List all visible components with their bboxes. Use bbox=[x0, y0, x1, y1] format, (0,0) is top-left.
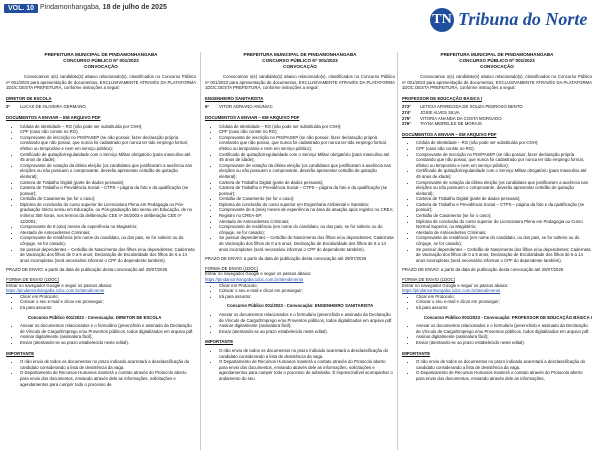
location-date bbox=[40, 4, 167, 11]
newspaper-header bbox=[0, 0, 600, 42]
step-item: • Irá para assunto: bbox=[219, 294, 395, 300]
step-item: • Enviar (atentando-se ao prazo estabelecido neste edital). bbox=[20, 340, 196, 346]
candidate-rank: 2º bbox=[6, 104, 10, 110]
form-intro: Entrar no navegador Google e seguir os passos abaixo: bbox=[205, 271, 312, 277]
document-item: • Comprovante de inscrição no PIS/PASEP (se não possuir, fazer declaração própria constando que não possui, que nunca foi cadastrado por nunca ter tido emprego formal, efetivo ou temporário e nem em serviço público); bbox=[219, 135, 395, 152]
documents-heading: DOCUMENTOS A ENVIAR – EM ARQUIVO PDF bbox=[402, 131, 497, 137]
candidate-list bbox=[205, 104, 395, 110]
logo-text: Tribuna do Norte bbox=[458, 9, 588, 29]
steps-list-2 bbox=[205, 312, 395, 334]
form-intro: Entrar no navegador Google e seguir os passos abaixo: bbox=[402, 282, 509, 288]
document-item: • Diploma de conclusão do curso superior de Licenciatura Plena em Pedagogia ou Curso Normal Superior, ou Magistério; bbox=[416, 219, 592, 230]
deadline-text: PRAZO DE ENVIO: a partir da data de publicação desta convocação até 29/07/2025 bbox=[205, 256, 367, 262]
document-item: • Diploma de conclusão do curso superior em Engenharia Ambiental e Sanitária; bbox=[219, 202, 395, 208]
logo-emblem-icon: TN bbox=[430, 8, 454, 32]
step-item: • Colocar o seu e-mail e clicar em prosseguir; bbox=[219, 288, 395, 294]
step-item: • Colocar o seu e-mail e clicar em prosseguir; bbox=[20, 299, 196, 305]
column-divider bbox=[397, 52, 398, 450]
steps-list bbox=[205, 283, 395, 300]
candidate-name: TAYNA MEIRELES DE MORAIS bbox=[420, 121, 482, 127]
candidate-name: VITORIA ANANDA DA COSTA MORGADO bbox=[420, 115, 502, 121]
assunto-text: Concurso Público 001/2023 - Convocação: PROFESSOR DE EDUCAÇÃO BÁSICA I bbox=[424, 314, 592, 320]
candidate-name: JOSIE ALVES SILVA bbox=[420, 109, 460, 115]
candidate-rank: 273º bbox=[402, 104, 411, 110]
important-list bbox=[402, 359, 592, 381]
step-item: • Anexar os documentos relacionados e o formulário (preenchido e assinado da Declaração de Vínculo de Cargo/Emprego e/ou Proventos públicos, todos digitalizados em arquivo pdf. bbox=[416, 323, 592, 334]
notice-title2: CONCURSO PÚBLICO Nº 001/2023 bbox=[262, 58, 338, 63]
important-item: • O não envio de todos os documentos no prazo indicado acarretará a desclassificação do candidato considerando a lista de desistência da vaga. bbox=[416, 359, 592, 370]
notice-column bbox=[205, 52, 395, 386]
document-item: • Certificado de quitação/regularidade com o Serviço Militar obrigatório (para masculino até 45 anos de idade); bbox=[416, 168, 592, 179]
notice-title1: PREFEITURA MUNICIPAL DE PINDAMONHANGABA bbox=[243, 52, 357, 57]
document-item: • Certidão de Casamento (se for o caso); bbox=[20, 196, 196, 202]
step-item: • Anexar os documentos relacionados e o formulário (preenchido e assinado da Declaração de Vínculo de Cargo/Emprego e/ou Proventos públicos, todos digitalizados em arquivo pdf. bbox=[219, 312, 395, 323]
notice-title1: PREFEITURA MUNICIPAL DE PINDAMONHANGABA bbox=[44, 52, 158, 57]
deadline-text: PRAZO DE ENVIO: a partir da data de publicação desta convocação até 29/07/2025 bbox=[402, 267, 564, 273]
step-item: • Assinar digitalmente (assinatura fácil); bbox=[20, 334, 196, 340]
important-heading: IMPORTANTE bbox=[402, 350, 431, 356]
date-label: 18 de julho de 2025 bbox=[102, 4, 167, 11]
document-item: • Carteira de Trabalho e Previdência Social – CTPS – página da foto e da qualificação (se possuir); bbox=[20, 185, 196, 196]
document-item: • Comprovante de residência (em nome do candidato, ou dos pais, se for solteiro ou do cônjuge, se for casado); bbox=[20, 235, 196, 246]
candidate-list bbox=[6, 104, 196, 110]
important-item: • O Departamento de Recursos Humanos manterá o contato através do Protocolo aberto para envio dos documentos, enviando através dele as informações, solicitações e agendamentos para cumprir todo o processo de admissão. É imprescindível acompanhar o andamento do seu bbox=[219, 359, 395, 381]
documents-list bbox=[205, 124, 395, 253]
atendimento-link[interactable]: https://pindamonhangaba.1doc.com.br/atendimento bbox=[6, 288, 105, 294]
notice-column bbox=[402, 52, 592, 386]
step-item: • Clicar em Protocolo; bbox=[416, 294, 592, 300]
assunto-text: Concurso Público 001/2023 - Convocação: DIRETOR DE ESCOLA bbox=[28, 314, 162, 320]
candidate-row bbox=[205, 104, 395, 110]
form-intro: Entrar no navegador Google e seguir os passos abaixo: bbox=[6, 282, 113, 288]
document-item: • Carteira de Trabalho e Previdência Social – CTPS – página da foto e da qualificação (se possuir); bbox=[416, 202, 592, 213]
column-divider bbox=[200, 52, 201, 450]
candidate-name: LETICIA APARECIDA DE SOUZA PEDROSO BENTO bbox=[420, 104, 523, 110]
important-list bbox=[205, 348, 395, 382]
document-item: • Comprovante de 8 (oito) meses de experiência no Magistério; bbox=[20, 224, 196, 230]
role-heading: DIRETOR DE ESCOLA bbox=[6, 95, 52, 101]
document-item: • Diploma de conclusão do curso superior de Licenciatura Plena em Pedagogia ou Pós-graduação stricto sensu em Educação, ou Pós-graduação lato sensu em Educação, de no mínimo 360 horas, nos termos da deliberação CEE nº 26/2003 e deliberação CEE nº 12/2001; bbox=[20, 202, 196, 224]
document-item: • Comprovante de inscrição no PIS/PASEP (se não possuir, fazer declaração própria constando que não possui, que nunca foi cadastrado por nunca ter tido emprego formal, efetivo ou temporário e nem em serviço público); bbox=[20, 135, 196, 152]
document-item: • Comprovante de votação da última eleição (os candidatos que justificaram a ausência nas eleições ou não possuem o comprovante, deverão apresentar certidão de quitação eleitoral); bbox=[219, 163, 395, 180]
documents-list bbox=[402, 140, 592, 263]
step-item: • Enviar (atentando-se ao prazo estabelecido neste edital). bbox=[219, 329, 395, 335]
document-item: • Carteira de Trabalho Digital (parte de dados pessoais); bbox=[20, 180, 196, 186]
steps-list bbox=[402, 294, 592, 311]
candidate-rank: 6º bbox=[205, 104, 209, 110]
notice-title1: PREFEITURA MUNICIPAL DE PINDAMONHANGABA bbox=[440, 52, 554, 57]
candidate-rank: 274º bbox=[402, 109, 411, 115]
notice-title bbox=[205, 52, 395, 70]
step-item: • Irá para assunto: bbox=[20, 305, 196, 311]
document-item: • Comprovante de inscrição no PIS/PASEP (se não possuir, fazer declaração própria constando que não possui, que nunca foi cadastrado por nunca ter tido emprego formal, efetivo ou temporário e nem em serviço público); bbox=[416, 152, 592, 169]
important-item: • O Departamento de Recursos Humanos manterá o contato através do Protocolo aberto para envio dos documentos, enviando através dele as informações, bbox=[416, 370, 592, 381]
notice-title3: CONVOCAÇÃO bbox=[480, 64, 514, 69]
document-item: • CPF (caso não conste no RG); bbox=[219, 129, 395, 135]
document-item: • Cédula de Identidade – RG (não pode ser substituída por CNH); bbox=[416, 140, 592, 146]
important-item: • O não envio de todos os documentos no prazo indicado acarretará a desclassificação do candidato considerando a lista de desistência da vaga. bbox=[219, 348, 395, 359]
document-item: • Comprovante de residência (em nome do candidato, ou dos pais, se for solteiro ou do cônjuge, se for casado); bbox=[219, 224, 395, 235]
notice-title bbox=[6, 52, 196, 70]
document-item: • CPF (caso não conste no RG); bbox=[416, 146, 592, 152]
steps-list-2 bbox=[402, 323, 592, 345]
step-item: • Irá para assunto: bbox=[416, 305, 592, 311]
assunto-text: Concurso Público 001/2023 - Convocação: ENGENHEIRO SANITARISTA bbox=[227, 303, 374, 309]
document-item: • Se possuir dependentes – Certidão de Nascimento dos filhos e/ou dependentes; Caderneta de Vacinação dos filhos de 0 a 5 anos; Declaração de Escolaridade dos filhos de 6 a 14 anos incompletos (será necessário informar o CPF do dependente também). bbox=[416, 247, 592, 264]
atendimento-link[interactable]: https://pindamonhangaba.1doc.com.br/atendimento bbox=[402, 288, 501, 294]
candidate-name: LUCAS DE OLIVEIRA GERMANO bbox=[20, 104, 86, 110]
notice-title3: CONVOCAÇÃO bbox=[283, 64, 317, 69]
notice-intro: Convocamos o(s) candidato(s) abaixo relacionado(s), classificados no Concurso Público nº 001/2023 para apresentação de documentos, EXCLUSIVAMENTE ATRAVÉS DA PLATAFORMA 1DOC DESTA PREFEITURA, conforme instruções a seguir: bbox=[205, 74, 395, 91]
step-item: • Assinar digitalmente (assinatura fácil); bbox=[416, 334, 592, 340]
step-item: • Assinar digitalmente (assinatura fácil); bbox=[219, 323, 395, 329]
important-item: • O Departamento de Recursos Humanos manterá o contato através do Protocolo aberto para envio dos documentos, enviando através dele as informações, solicitações e agendamentos para cumprir todo o processo de bbox=[20, 370, 196, 387]
role-heading: PROFESSOR DE EDUCAÇÃO BÁSICA I bbox=[402, 95, 483, 101]
document-item: • Cédula de Identidade – RG (não pode ser substituída por CNH); bbox=[219, 124, 395, 130]
document-item: • Carteira de Trabalho Digital (parte de dados pessoais); bbox=[219, 180, 395, 186]
atendimento-link[interactable]: https://pindamonhangaba.1doc.com.br/atendimento bbox=[205, 277, 304, 282]
notice-column bbox=[6, 52, 196, 391]
step-item: • Anexar os documentos relacionados e o formulário (preenchido e assinado da Declaração de Vínculo de Cargo/Emprego e/ou Proventos públicos, todos digitalizados em arquivo pdf. bbox=[20, 323, 196, 334]
steps-list bbox=[6, 294, 196, 311]
document-item: • Certificado de quitação/regularidade com o Serviço Militar obrigatório (para masculino até 45 anos de idade); bbox=[20, 152, 196, 163]
candidate-list bbox=[402, 104, 592, 126]
document-item: • CPF (caso não conste no RG); bbox=[20, 129, 196, 135]
document-item: • Certidão de Casamento (se for o caso); bbox=[416, 213, 592, 219]
document-item: • Certificado de quitação/regularidade com o Serviço Militar obrigatório (para masculino até 45 anos de idade); bbox=[219, 152, 395, 163]
document-item: • Certidão de Casamento (se for o caso); bbox=[219, 196, 395, 202]
city-label: Pindamonhangaba, bbox=[40, 4, 101, 11]
document-item: • Carteira de Trabalho e Previdência Social – CTPS – página da foto e da qualificação (se possuir); bbox=[219, 185, 395, 196]
documents-heading: DOCUMENTOS A ENVIAR – EM ARQUIVO PDF bbox=[205, 114, 300, 120]
document-item: • Carteira de Trabalho Digital (parte de dados pessoais); bbox=[416, 196, 592, 202]
notice-title2: CONCURSO PÚBLICO Nº 001/2023 bbox=[459, 58, 535, 63]
step-item: • Clicar em Protocolo; bbox=[219, 283, 395, 289]
document-item: • Comprovante de residência (em nome do candidato, ou dos pais, se for solteiro ou do cônjuge, se for casado); bbox=[416, 235, 592, 246]
deadline-text: PRAZO DE ENVIO: a partir da data de publicação desta convocação até 29/07/2025 bbox=[6, 267, 168, 273]
notice-title bbox=[402, 52, 592, 70]
document-item: • Comprovante de votação da última eleição (os candidatos que justificaram a ausência nas eleições ou não possuem o comprovante, deverão apresentar certidão de quitação eleitoral); bbox=[416, 180, 592, 197]
document-item: • Se possuir dependentes – Certidão de Nascimento dos filhos e/ou dependentes; Caderneta de Vacinação dos filhos de 0 a 5 anos; Declaração de Escolaridade dos filhos de 6 a 14 anos incompletos (será necessário informar o CPF do dependente também). bbox=[219, 235, 395, 252]
form-heading: FORMA DE ENVIO (1DOC) bbox=[6, 277, 59, 282]
form-heading: FORMA DE ENVIO (1DOC) bbox=[402, 277, 455, 282]
important-heading: IMPORTANTE bbox=[205, 339, 234, 345]
form-heading: FORMA DE ENVIO (1DOC) bbox=[205, 265, 258, 271]
document-item: • Atestado de Antecedentes Criminais; bbox=[20, 230, 196, 236]
document-item: • Comprovante de votação da última eleição (os candidatos que justificaram a ausência nas eleições ou não possuem o comprovante, deverão apresentar certidão de quitação eleitoral); bbox=[20, 163, 196, 180]
candidate-rank: 276º bbox=[402, 121, 411, 127]
important-item: • O não envio de todos os documentos no prazo indicado acarretará a desclassificação do candidato considerando a lista de desistência da vaga. bbox=[20, 359, 196, 370]
important-heading: IMPORTANTE bbox=[6, 350, 35, 356]
candidate-row bbox=[402, 121, 592, 127]
document-item: • Se possuir dependentes – Certidão de Nascimento dos filhos e/ou dependentes; Caderneta de Vacinação dos filhos de 0 a 5 anos; Declaração de Escolaridade dos filhos de 6 a 14 anos incompletos (será necessário informar o CPF do dependente também). bbox=[20, 247, 196, 264]
notice-intro: Convocamos o(s) candidato(s) abaixo relacionado(s), classificados no Concurso Público nº 001/2023 para apresentação de documentos, EXCLUSIVAMENTE ATRAVÉS DA PLATAFORMA 1DOC DESTA PREFEITURA, conforme instruções a seguir: bbox=[6, 74, 196, 91]
steps-list-2 bbox=[6, 323, 196, 345]
notice-title3: CONVOCAÇÃO bbox=[84, 64, 118, 69]
role-heading: ENGENHEIRO SANITARISTA bbox=[205, 95, 264, 101]
notice-title2: CONCURSO PÚBLICO Nº 001/2023 bbox=[63, 58, 139, 63]
documents-heading: DOCUMENTOS A ENVIAR – EM ARQUIVO PDF bbox=[6, 114, 101, 120]
document-item: • Cédula de Identidade – RG (não pode ser substituída por CNH); bbox=[20, 124, 196, 130]
step-item: • Clicar em Protocolo; bbox=[20, 294, 196, 300]
document-item: • Atestado de Antecedentes Criminais; bbox=[416, 230, 592, 236]
step-item: • Enviar (atentando-se ao prazo estabelecido neste edital). bbox=[416, 340, 592, 346]
important-list bbox=[6, 359, 196, 387]
document-item: • Registro no CREA-SP; bbox=[219, 213, 395, 219]
candidate-row bbox=[6, 104, 196, 110]
newspaper-logo bbox=[430, 8, 598, 34]
candidate-name: VITOR ADRIANO ANUNIAC bbox=[219, 104, 273, 110]
document-item: • Atestado de Antecedentes Criminais; bbox=[219, 219, 395, 225]
candidate-rank: 275º bbox=[402, 115, 411, 121]
volume-badge: VOL. 10 bbox=[4, 4, 38, 13]
notice-intro: Convocamos o(s) candidato(s) abaixo relacionado(s), classificados no Concurso Público nº 001/2023 para apresentação de documentos, EXCLUSIVAMENTE ATRAVÉS DA PLATAFORMA 1DOC DESTA PREFEITURA, conforme instruções a seguir: bbox=[402, 74, 592, 91]
step-item: • Colocar o seu e-mail e clicar em prosseguir; bbox=[416, 299, 592, 305]
document-item: • Comprovante de 6 (seis) meses de experiência na área de atuação após registro no CREA; bbox=[219, 207, 395, 213]
documents-list bbox=[6, 124, 196, 264]
